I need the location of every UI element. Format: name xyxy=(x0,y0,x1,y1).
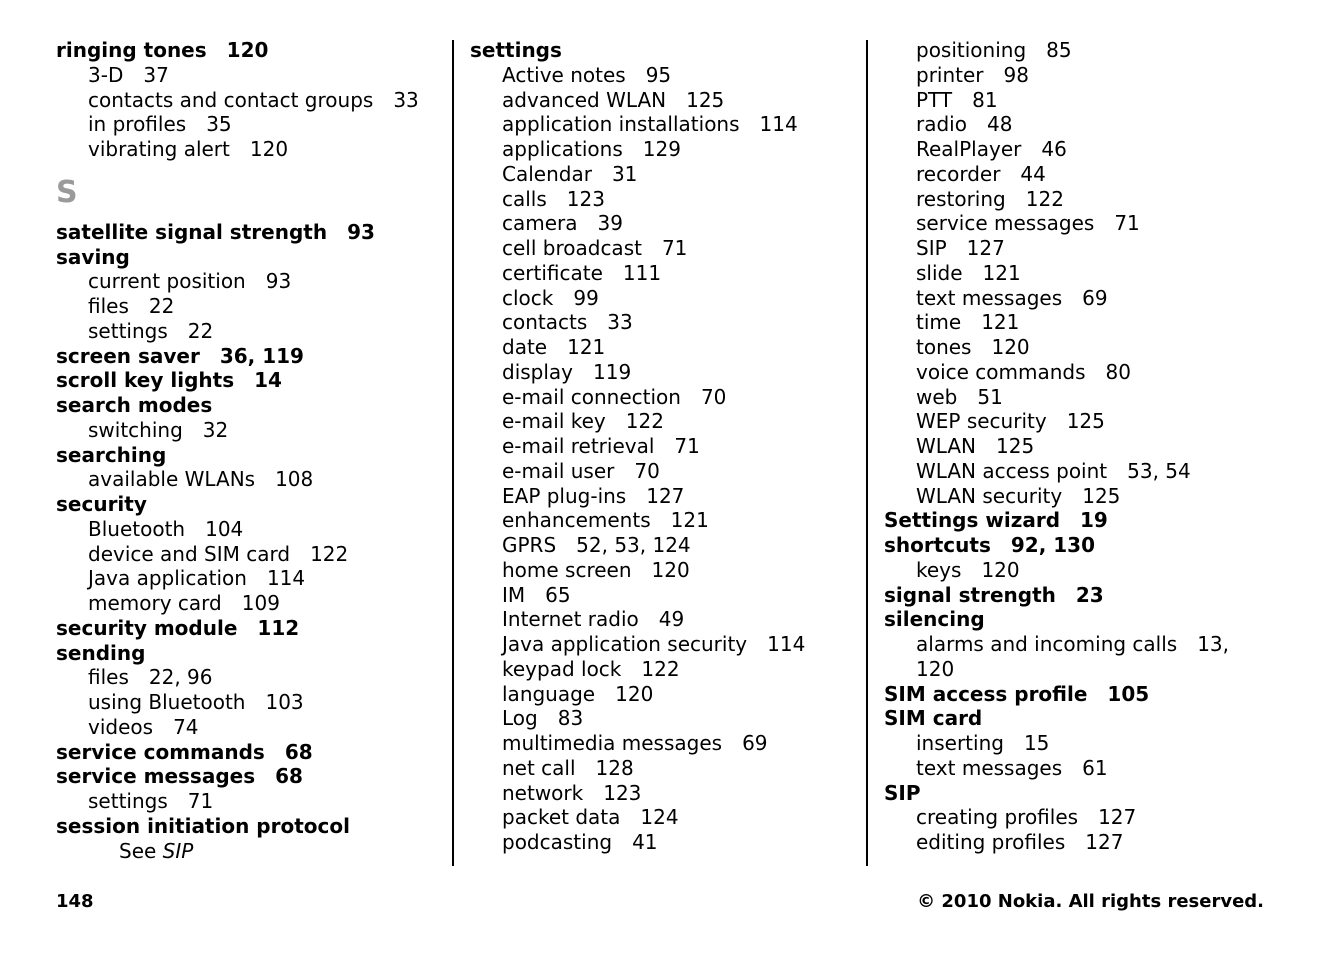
index-subentry xyxy=(470,434,860,459)
index-subentry xyxy=(470,137,860,162)
index-subentry xyxy=(56,319,446,344)
entry-term: applications xyxy=(502,137,623,161)
entry-term: signal strength xyxy=(884,582,1056,607)
entry-term: multimedia messages xyxy=(502,731,723,755)
entry-term: device and SIM card xyxy=(88,541,291,566)
index-subentry xyxy=(884,434,1284,459)
entry-term: Active notes xyxy=(502,62,626,87)
index-subentry xyxy=(56,517,446,542)
entry-term: tones xyxy=(916,335,972,359)
index-subentry xyxy=(884,63,1284,88)
entry-term: SIP xyxy=(884,780,921,805)
entry-pages: 129 xyxy=(642,137,681,161)
entry-term: network xyxy=(502,780,584,805)
entry-pages: 70 xyxy=(700,384,727,409)
entry-pages: 68 xyxy=(275,764,303,789)
entry-term: service commands xyxy=(56,739,265,764)
entry-term: security module xyxy=(56,615,238,640)
entry-pages: 71 xyxy=(661,236,688,260)
entry-term: videos xyxy=(88,714,154,739)
index-subentry xyxy=(56,665,446,690)
index-entry xyxy=(884,682,1284,707)
entry-term: GPRS xyxy=(502,533,557,557)
index-entry xyxy=(56,616,446,641)
entry-pages: 121 xyxy=(982,260,1021,285)
entry-pages: 122 xyxy=(625,409,664,434)
entry-pages: 114 xyxy=(759,112,798,137)
entry-term: WEP security xyxy=(916,409,1047,434)
entry-pages: 81 xyxy=(972,87,998,112)
entry-pages: 128 xyxy=(595,755,634,780)
entry-pages: 98 xyxy=(1003,62,1029,87)
entry-term: Log xyxy=(502,706,538,731)
entry-term: memory card xyxy=(88,591,222,615)
entry-term: switching xyxy=(88,417,183,442)
entry-pages: 37 xyxy=(143,62,169,87)
entry-pages: 127 xyxy=(1098,805,1137,830)
entry-pages: 39 xyxy=(597,211,623,236)
entry-pages: 122 xyxy=(1025,186,1064,211)
index-subentry xyxy=(56,137,446,162)
index-subentry xyxy=(884,162,1284,187)
entry-term: recorder xyxy=(916,161,1001,186)
entry-term: keys xyxy=(916,557,962,582)
index-column-3 xyxy=(884,38,1284,855)
index-entry xyxy=(884,583,1284,608)
index-entry xyxy=(884,607,1284,632)
entry-pages: 61 xyxy=(1082,755,1108,780)
entry-pages: 127 xyxy=(646,483,685,508)
entry-term: language xyxy=(502,681,596,706)
entry-term: display xyxy=(502,359,574,384)
entry-term: Calendar xyxy=(502,161,592,186)
entry-pages: 48 xyxy=(986,112,1013,137)
entry-pages: 53, 54 xyxy=(1127,458,1191,483)
entry-term: editing profiles xyxy=(916,830,1066,854)
index-subentry xyxy=(470,162,860,187)
index-subentry xyxy=(470,830,860,855)
entry-term: settings xyxy=(88,318,168,343)
entry-pages: 121 xyxy=(567,335,606,359)
entry-pages: 51 xyxy=(977,384,1003,409)
entry-term: IM xyxy=(502,582,526,607)
entry-term: e-mail connection xyxy=(502,384,681,409)
entry-term: application installations xyxy=(502,112,740,137)
entry-term: SIM card xyxy=(884,706,983,731)
entry-term: creating profiles xyxy=(916,805,1079,830)
index-subentry xyxy=(470,88,860,113)
entry-term: podcasting xyxy=(502,830,613,854)
entry-term: PTT xyxy=(916,87,953,112)
entry-pages: 52, 53, 124 xyxy=(576,533,691,557)
entry-pages: 112 xyxy=(257,615,300,640)
entry-term: certificate xyxy=(502,260,603,285)
index-subentry xyxy=(470,187,860,212)
entry-pages: 93 xyxy=(347,219,375,244)
entry-term: net call xyxy=(502,755,576,780)
entry-term: inserting xyxy=(916,731,1004,755)
entry-pages: 123 xyxy=(603,780,642,805)
index-subentry xyxy=(884,632,1284,657)
entry-term: session initiation protocol xyxy=(56,813,350,838)
entry-term: WLAN xyxy=(916,434,977,458)
entry-term: vibrating alert xyxy=(88,137,230,161)
entry-pages: 71 xyxy=(674,434,700,458)
index-entry xyxy=(56,764,446,789)
entry-pages: 83 xyxy=(557,706,584,731)
entry-pages: 31 xyxy=(611,161,638,186)
index-entry xyxy=(56,368,446,393)
index-entry xyxy=(884,781,1284,806)
copyright-notice: © 2010 Nokia. All rights reserved. xyxy=(917,891,1264,912)
entry-term: WLAN security xyxy=(916,483,1063,508)
entry-pages: 122 xyxy=(641,656,680,681)
entry-term: shortcuts xyxy=(884,533,991,557)
entry-pages: 15 xyxy=(1023,731,1050,755)
entry-term: SIM access profile xyxy=(884,681,1088,706)
index-subentry xyxy=(470,632,860,657)
index-subentry xyxy=(884,137,1284,162)
entry-pages: 120 xyxy=(651,557,690,582)
column-divider xyxy=(452,40,454,866)
entry-pages: 35 xyxy=(206,112,232,137)
index-subentry xyxy=(470,112,860,137)
entry-pages: 120 xyxy=(615,681,654,706)
entry-pages: 99 xyxy=(573,285,599,310)
index-subentry xyxy=(470,360,860,385)
entry-term: time xyxy=(916,310,962,335)
entry-pages: 74 xyxy=(173,714,199,739)
entry-pages: 114 xyxy=(767,632,806,656)
entry-pages: 125 xyxy=(1082,483,1121,508)
entry-term: calls xyxy=(502,186,547,211)
entry-pages: 92, 130 xyxy=(1010,533,1096,557)
index-subentry xyxy=(470,706,860,731)
entry-pages: 71 xyxy=(187,789,214,813)
index-subentry xyxy=(56,63,446,88)
entry-pages: 46 xyxy=(1041,137,1067,161)
entry-pages: 93 xyxy=(265,269,292,294)
entry-term: ringing tones xyxy=(56,38,207,62)
entry-term: satellite signal strength xyxy=(56,219,328,244)
index-entry xyxy=(56,393,446,418)
index-subentry xyxy=(470,261,860,286)
index-subentry xyxy=(884,236,1284,261)
index-subentry xyxy=(470,558,860,583)
entry-pages: 122 xyxy=(310,541,349,566)
entry-term: home screen xyxy=(502,557,632,582)
entry-pages: 23 xyxy=(1075,582,1104,607)
entry-pages: 125 xyxy=(996,434,1035,458)
index-entry xyxy=(56,492,446,517)
index-subentry xyxy=(884,484,1284,509)
index-entry xyxy=(884,706,1284,731)
entry-term: WLAN access point xyxy=(916,458,1108,483)
entry-term: 3-D xyxy=(88,62,124,87)
index-subentry xyxy=(470,286,860,311)
index-subentry xyxy=(470,657,860,682)
index-subentry xyxy=(884,830,1284,855)
entry-term: service messages xyxy=(916,211,1095,236)
index-subentry xyxy=(470,335,860,360)
index-subentry xyxy=(470,409,860,434)
entry-term: Java application xyxy=(88,566,247,591)
index-subentry xyxy=(470,781,860,806)
see-target: SIP xyxy=(162,838,194,863)
section-letter: S xyxy=(56,174,78,210)
entry-pages: 32 xyxy=(202,417,229,442)
entry-term: Internet radio xyxy=(502,607,639,632)
entry-pages: 85 xyxy=(1046,38,1072,62)
index-subentry xyxy=(470,236,860,261)
page-number: 148 xyxy=(56,891,94,912)
entry-term: available WLANs xyxy=(88,467,256,492)
entry-pages: 41 xyxy=(632,830,658,854)
index-subentry xyxy=(884,261,1284,286)
entry-term: RealPlayer xyxy=(916,137,1022,161)
index-subentry xyxy=(470,756,860,781)
entry-term: using Bluetooth xyxy=(88,690,246,714)
entry-pages: 121 xyxy=(670,508,709,533)
index-subentry xyxy=(884,310,1284,335)
index-subentry xyxy=(56,789,446,814)
entry-term: camera xyxy=(502,211,578,236)
index-subentry xyxy=(56,591,446,616)
index-subentry xyxy=(470,484,860,509)
entry-pages: 120 xyxy=(249,137,289,161)
index-subentry xyxy=(884,187,1284,212)
index-subentry xyxy=(884,805,1284,830)
entry-term: e-mail user xyxy=(502,458,615,483)
entry-term: saving xyxy=(56,244,130,269)
index-subentry xyxy=(56,88,446,113)
entry-pages: 80 xyxy=(1105,359,1131,384)
entry-term: web xyxy=(916,384,958,409)
index-entry xyxy=(470,38,860,63)
index-subentry xyxy=(56,467,446,492)
entry-term: contacts and contact groups xyxy=(88,87,374,112)
entry-pages: 127 xyxy=(966,236,1005,260)
entry-term: cell broadcast xyxy=(502,236,642,260)
index-subentry xyxy=(470,63,860,88)
index-subentry xyxy=(56,542,446,567)
entry-term: keypad lock xyxy=(502,656,622,681)
entry-pages: 13, xyxy=(1197,632,1230,656)
entry-term: Settings wizard xyxy=(884,508,1061,533)
entry-pages: 69 xyxy=(1082,285,1108,310)
entry-term: advanced WLAN xyxy=(502,87,667,112)
index-subentry xyxy=(884,558,1284,583)
index-entry xyxy=(56,814,446,839)
entry-term: text messages xyxy=(916,285,1063,310)
entry-term: positioning xyxy=(916,38,1027,62)
index-subentry xyxy=(56,112,446,137)
entry-pages: 95 xyxy=(645,62,672,87)
index-subentry xyxy=(884,657,1284,682)
index-subentry xyxy=(470,607,860,632)
index-subentry xyxy=(470,682,860,707)
entry-term: contacts xyxy=(502,310,588,335)
entry-term: alarms and incoming calls xyxy=(916,632,1178,656)
entry-term: current position xyxy=(88,269,246,294)
entry-term: packet data xyxy=(502,805,621,830)
entry-pages: 36, 119 xyxy=(219,343,304,368)
entry-term: files xyxy=(88,294,129,318)
entry-term: text messages xyxy=(916,755,1063,780)
index-subentry xyxy=(884,211,1284,236)
entry-pages: 103 xyxy=(265,690,304,714)
entry-pages: 120 xyxy=(991,335,1030,359)
entry-pages: 33 xyxy=(607,310,633,335)
index-subentry xyxy=(884,409,1284,434)
index-subentry xyxy=(56,566,446,591)
entry-pages: 19 xyxy=(1080,508,1108,533)
entry-pages: 123 xyxy=(566,186,605,211)
index-subentry xyxy=(470,805,860,830)
index-subentry xyxy=(884,112,1284,137)
entry-pages: 71 xyxy=(1114,211,1140,236)
entry-pages: 125 xyxy=(686,87,725,112)
entry-term: SIP xyxy=(916,236,947,260)
entry-term: silencing xyxy=(884,607,985,632)
index-subentry xyxy=(470,211,860,236)
entry-term: EAP plug-ins xyxy=(502,483,627,508)
entry-pages: 22 xyxy=(187,318,214,343)
index-subentry xyxy=(470,459,860,484)
index-subentry xyxy=(470,310,860,335)
entry-pages: 114 xyxy=(266,566,306,591)
index-subentry xyxy=(470,533,860,558)
index-subentry xyxy=(884,88,1284,113)
entry-pages: 44 xyxy=(1020,161,1046,186)
entry-pages: 14 xyxy=(254,368,282,393)
index-subentry xyxy=(56,690,446,715)
entry-term: search modes xyxy=(56,393,213,417)
index-entry xyxy=(56,38,446,63)
index-subentry xyxy=(470,508,860,533)
entry-pages: 49 xyxy=(658,607,685,632)
index-column-1 xyxy=(56,38,446,863)
index-subentry xyxy=(884,385,1284,410)
index-subentry xyxy=(56,294,446,319)
entry-pages: 22 xyxy=(148,294,175,318)
index-entry xyxy=(884,508,1284,533)
entry-term: screen saver xyxy=(56,343,200,368)
index-subentry xyxy=(884,459,1284,484)
entry-pages: 124 xyxy=(640,805,679,830)
entry-pages: 65 xyxy=(545,582,571,607)
index-subentry xyxy=(884,756,1284,781)
index-entry xyxy=(884,533,1284,558)
entry-term: searching xyxy=(56,442,167,467)
index-entry xyxy=(56,740,446,765)
entry-pages: 33 xyxy=(393,87,419,112)
index-entry xyxy=(56,220,446,245)
entry-term: printer xyxy=(916,62,984,87)
entry-pages: 109 xyxy=(241,591,280,615)
entry-pages: 121 xyxy=(981,310,1020,335)
entry-term: slide xyxy=(916,260,963,285)
entry-pages: 22, 96 xyxy=(148,665,213,690)
entry-term: security xyxy=(56,492,147,516)
index-entry xyxy=(56,443,446,468)
index-subentry xyxy=(884,360,1284,385)
index-subentry xyxy=(470,583,860,608)
index-subentry xyxy=(884,38,1284,63)
entry-pages: 120 xyxy=(226,38,269,62)
column-divider xyxy=(866,40,868,866)
entry-term: files xyxy=(88,665,129,690)
index-subentry xyxy=(884,286,1284,311)
entry-pages: 125 xyxy=(1066,409,1105,434)
entry-term: service messages xyxy=(56,764,256,789)
index-entry xyxy=(56,641,446,666)
entry-term: radio xyxy=(916,112,967,137)
entry-term: Bluetooth xyxy=(88,516,186,541)
entry-term: voice commands xyxy=(916,359,1086,384)
entry-pages: 68 xyxy=(284,739,313,764)
entry-term: in profiles xyxy=(88,112,187,137)
index-column-2 xyxy=(470,38,860,855)
index-entry xyxy=(56,344,446,369)
entry-term: clock xyxy=(502,285,554,310)
entry-term: settings xyxy=(88,789,168,813)
see-reference xyxy=(56,839,446,864)
entry-pages: 127 xyxy=(1085,830,1124,854)
index-subentry xyxy=(56,715,446,740)
entry-pages: 104 xyxy=(205,516,244,541)
entry-pages: 69 xyxy=(742,731,768,755)
index-subentry xyxy=(470,385,860,410)
entry-pages: 119 xyxy=(593,359,632,384)
entry-term: scroll key lights xyxy=(56,368,235,393)
index-subentry xyxy=(884,335,1284,360)
entry-pages: 108 xyxy=(275,467,314,492)
entry-term: sending xyxy=(56,640,146,665)
index-subentry xyxy=(56,269,446,294)
entry-pages: 111 xyxy=(622,260,662,285)
entry-pages: 120 xyxy=(981,557,1020,582)
entry-pages: 70 xyxy=(634,458,660,483)
entry-term: enhancements xyxy=(502,508,651,533)
index-subentry xyxy=(56,418,446,443)
index-subentry xyxy=(884,731,1284,756)
index-entry xyxy=(56,245,446,270)
entry-pages: 105 xyxy=(1107,681,1150,706)
entry-term: e-mail key xyxy=(502,409,606,434)
entry-term: 120 xyxy=(916,656,955,681)
entry-term: e-mail retrieval xyxy=(502,434,655,458)
entry-term: settings xyxy=(470,38,562,62)
index-subentry xyxy=(470,731,860,756)
entry-term: Java application security xyxy=(502,632,748,656)
entry-term: date xyxy=(502,335,548,359)
see-label: See xyxy=(119,838,157,863)
entry-term: restoring xyxy=(916,186,1006,211)
